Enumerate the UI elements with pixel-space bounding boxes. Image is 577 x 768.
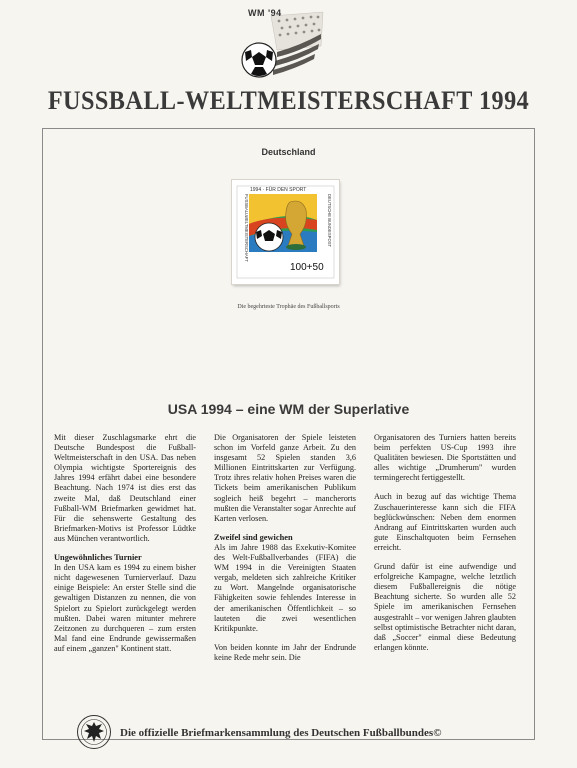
stamp-left-text: FUSSBALLWELTMEISTERSCHAFT: [244, 194, 249, 262]
page-title: FUSSBALL-WELTMEISTERSCHAFT 1994: [47, 86, 530, 115]
stamp-value: 100+50: [290, 262, 324, 273]
paragraph: Auch in bezug auf das wichtige Thema Zuschauerinteresse kann sich die FIFA beglückwünschen: Neben dem enormen Andrang auf Eintrittskarten wurden auch gute Einschaltquoten beim Fernsehen erreicht.: [374, 492, 516, 552]
article-column-1: [54, 433, 196, 663]
dfb-eagle-icon: [76, 714, 112, 750]
paragraph: Grund dafür ist eine aufwendige und erfolgreiche Kampagne, welche letztlich diesem Fußballereignis die nötige Beachtung sicherte. So wurden alle 52 Spiele im amerikanischen Fernsehen ausgestrahlt – vor wenigen Jahren glaubten selbst optimistische Betrachter nicht daran, daß „Soccer" einmal diese Bedeutung erlangen könnte.: [374, 562, 516, 652]
paragraph: Als im Jahre 1988 das Exekutiv-Komitee des Welt-Fußballverbandes (FIFA) die WM 1994 in die Vereinigten Staaten vergab, meldeten sich zahlreiche Kritiker zu Wort. Mangelnde organisatorische Fähigkeiten sowie fehlendes Interesse in der amerikanischen Öffentlichkeit – so lauteten die zwei wesentlichen Kritikpunkte.: [214, 542, 356, 633]
stamp-top-text: 1994 · FÜR DEN SPORT: [250, 187, 307, 193]
paragraph: Organisatoren des Turniers hatten bereits beim perfekten US-Cup 1993 ihre Qualitäten bewiesen. Die Sportstätten und alles wichtige „Drumherum" wurden termingerecht fertiggestellt.: [374, 433, 516, 483]
paragraph: In den USA kam es 1994 zu einem bisher nicht dagewesenen Turnierverlauf. Dazu einige Beispiele: An erster Stelle sind die gewaltigen Distanzen zu nennen, die von Spielort zu Spielort zurückgelegt werden mußten. Dabei waren mitunter mehrere Zeitzonen zu durchqueren – zum ersten Mal fand eine Endrunde gewissermaßen auf einem „ganzen" Kontinent statt.: [54, 563, 196, 653]
dfb-seal-icon: [76, 714, 112, 750]
footer-text: Die offizielle Briefmarkensammlung des Deutschen Fußballbundes©: [120, 727, 442, 739]
wm94-logo: [237, 6, 327, 84]
stamp-caption: Die begehrteste Trophäe des Fußballsports: [237, 304, 340, 310]
article-title: USA 1994 – eine WM der Superlative: [167, 401, 410, 417]
stamp-right-text: DEUTSCHE BUNDESPOST: [327, 194, 332, 248]
paragraph: Mit dieser Zuschlagsmarke ehrt die Deutsche Bundespost die Fußball-Weltmeisterschaft in den USA. Das neben Olympia wichtigste Sportereignis des Jahres 1994 erfährt dabei eine besondere Beachtung. Nach 1974 ist dies erst das zweite Mal, daß Deutschland einer Fußball-WM Briefmarken gewidmet hat. Für die sehenswerte Gestaltung des Briefmarken-Motivs ist Professor Lüdtke aus München verantwortlich.: [54, 433, 196, 543]
subheading: Zweifel sind gewichen: [214, 532, 293, 542]
stamp-artwork: [232, 180, 339, 284]
subheading: Ungewöhnliches Turnier: [54, 553, 142, 563]
stamp: [232, 180, 339, 284]
article-column-2: [214, 433, 356, 672]
article-column-3: [374, 433, 516, 662]
logo-text: WM '94: [248, 8, 282, 18]
paragraph: Von beiden konnte im Jahr der Endrunde keine Rede mehr sein. Die: [214, 642, 356, 662]
country-label: Deutschland: [261, 147, 316, 157]
paragraph: Die Organisatoren der Spiele leisteten schon im Vorfeld ganze Arbeit. Zu den insgesamt 52 Spielen standen 3,6 Millionen Eintrittskarten zur Verfügung. Trotz ihres relativ hohen Preises waren die Tickets beim amerikanischen Publikum sogleich heiß begehrt – mancherorts mußten die Veranstalter sogar Anrechte auf Karten verlosen.: [214, 433, 356, 523]
